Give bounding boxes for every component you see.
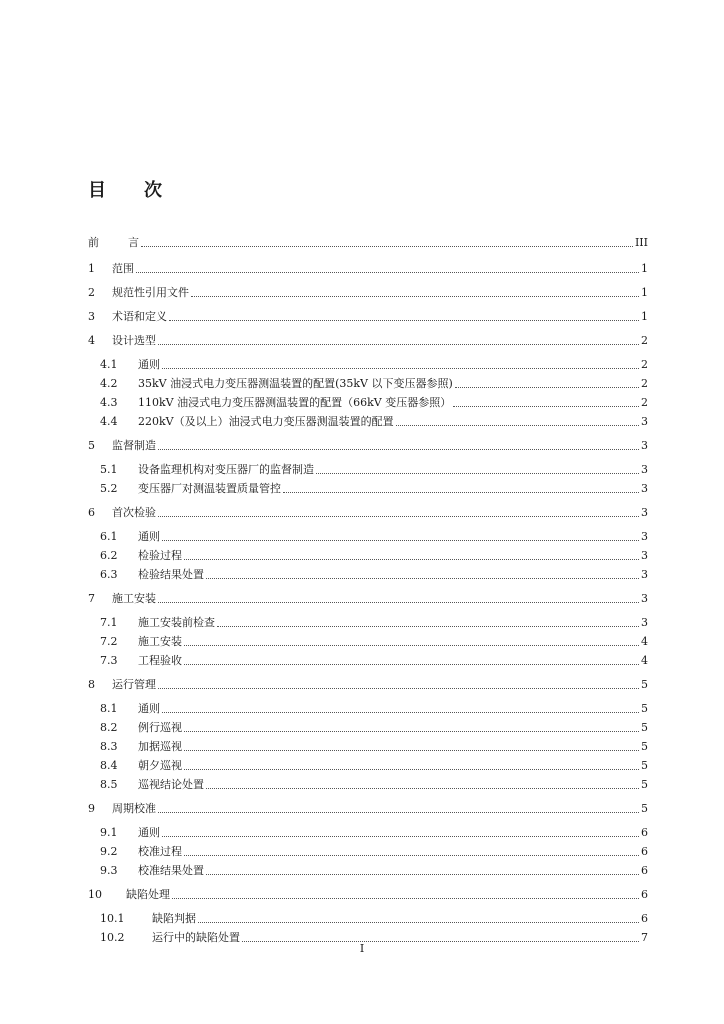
toc-entry-page: 3: [641, 568, 648, 581]
toc-entry[interactable]: [100, 822, 648, 840]
toc-entry-page: 3: [641, 506, 648, 519]
dot-leader: [283, 491, 639, 493]
toc-entry-title: 检验结果处置: [138, 568, 204, 581]
toc-entry-number: 2: [88, 286, 95, 299]
toc-entry-title: 朝夕巡视: [138, 759, 182, 772]
toc-entry[interactable]: [100, 736, 648, 754]
toc-entry-number: 8.3: [100, 740, 118, 753]
page-title: 目次: [88, 180, 200, 201]
toc-entry-number: 5: [88, 439, 95, 452]
page-number: I: [359, 942, 365, 955]
dot-leader: [191, 295, 639, 297]
toc-entry-page: 5: [641, 802, 648, 815]
toc-entry-number: 9.1: [100, 826, 118, 839]
toc-entry-page: 4: [641, 635, 648, 648]
dot-leader: [184, 663, 639, 665]
toc-entry[interactable]: [100, 755, 648, 773]
toc-entry-title: 校准过程: [138, 845, 182, 858]
toc-entry-page: 3: [641, 549, 648, 562]
toc-entry-page: 5: [641, 778, 648, 791]
toc-entry-number: 8: [88, 678, 95, 691]
toc-entry-title: 缺陷判据: [152, 912, 196, 925]
toc-entry[interactable]: [100, 354, 648, 372]
dot-leader: [396, 424, 639, 426]
toc-entry-page: 5: [641, 740, 648, 753]
toc-entry-page: 4: [641, 654, 648, 667]
toc-entry[interactable]: [100, 650, 648, 668]
toc-entry-title: 术语和定义: [112, 310, 167, 323]
toc-entry-number: 7.2: [100, 635, 118, 648]
toc-entry-title: 监督制造: [112, 439, 156, 452]
toc-entry-page: 7: [641, 931, 648, 944]
toc-entry[interactable]: [100, 631, 648, 649]
toc-entry[interactable]: [100, 526, 648, 544]
toc-entry[interactable]: [100, 774, 648, 792]
toc-entry-title: 巡视结论处置: [138, 778, 204, 791]
toc-entry-title: 通则: [138, 358, 160, 371]
toc-entry[interactable]: [88, 306, 648, 324]
toc-entry[interactable]: [100, 841, 648, 859]
toc-entry[interactable]: [100, 564, 648, 582]
toc-entry-number: 8.1: [100, 702, 118, 715]
toc-entry-page: 2: [641, 377, 648, 390]
dot-leader: [206, 577, 639, 579]
toc-entry-number: 4.2: [100, 377, 118, 390]
toc-entry[interactable]: [88, 435, 648, 453]
toc-entry[interactable]: [88, 502, 648, 520]
toc-entry-title: 校准结果处置: [138, 864, 204, 877]
dot-leader: [158, 448, 639, 450]
toc-entry-number: 前: [88, 236, 99, 249]
toc-entry-number: 8.2: [100, 721, 118, 734]
toc-entry-number: 4.3: [100, 396, 118, 409]
toc-entry-title: 运行中的缺陷处置: [152, 931, 240, 944]
toc-entry-number: 6.3: [100, 568, 118, 581]
toc-entry-title: 缺陷处理: [126, 888, 170, 901]
toc-entry-number: 4.1: [100, 358, 118, 371]
toc-entry-title: 首次检验: [112, 506, 156, 519]
toc-entry-title: 设备监理机构对变压器厂的监督制造: [138, 463, 314, 476]
toc-entry[interactable]: [100, 545, 648, 563]
toc-entry-title: 工程验收: [138, 654, 182, 667]
toc-entry-page: 3: [641, 482, 648, 495]
toc-entry-number: 7: [88, 592, 95, 605]
toc-entry-number: 10.1: [100, 912, 125, 925]
toc-entry-title: 加据巡视: [138, 740, 182, 753]
toc-entry-title: 规范性引用文件: [112, 286, 189, 299]
toc-entry-title: 220kV（及以上）油浸式电力变压器测温装置的配置: [138, 415, 394, 428]
dot-leader: [158, 343, 639, 345]
dot-leader: [172, 897, 639, 899]
toc-entry-number: 6.2: [100, 549, 118, 562]
toc-entry-title: 通则: [138, 826, 160, 839]
dot-leader: [162, 835, 639, 837]
toc-entry-title: 例行巡视: [138, 721, 182, 734]
dot-leader: [158, 811, 639, 813]
toc-entry[interactable]: [100, 478, 648, 496]
toc-entry[interactable]: [100, 860, 648, 878]
dot-leader: [158, 687, 639, 689]
dot-leader: [136, 271, 639, 273]
toc-entry-page: 3: [641, 530, 648, 543]
dot-leader: [184, 730, 639, 732]
dot-leader: [141, 245, 633, 247]
toc-entry-title: 周期校准: [112, 802, 156, 815]
toc-entry[interactable]: [88, 330, 648, 348]
toc-entry[interactable]: [100, 411, 648, 429]
toc-entry-number: 9.2: [100, 845, 118, 858]
dot-leader: [316, 472, 639, 474]
dot-leader: [206, 787, 639, 789]
toc-entry-page: 3: [641, 463, 648, 476]
toc-entry-page: 5: [641, 721, 648, 734]
toc-entry-page: 6: [641, 888, 648, 901]
toc-entry-number: 4: [88, 334, 95, 347]
dot-leader: [184, 854, 639, 856]
toc-entry-title: 施工安装前检查: [138, 616, 215, 629]
toc-entry-number: 9: [88, 802, 95, 815]
dot-leader: [184, 558, 639, 560]
toc-entry-title: 变压器厂对测温装置质量管控: [138, 482, 281, 495]
toc-entry[interactable]: [88, 232, 648, 250]
toc-entry-number: 8.5: [100, 778, 118, 791]
toc-entry-title: 施工安装: [138, 635, 182, 648]
toc-entry[interactable]: [100, 612, 648, 630]
toc-entry-number: 7.3: [100, 654, 118, 667]
toc-entry[interactable]: [100, 908, 648, 926]
toc-entry-title: 通则: [138, 702, 160, 715]
toc-entry-page: 5: [641, 678, 648, 691]
toc-entry-number: 5.1: [100, 463, 118, 476]
dot-leader: [162, 539, 639, 541]
dot-leader: [184, 768, 639, 770]
toc-entry-title: 言: [128, 236, 139, 249]
dot-leader: [158, 515, 639, 517]
toc-entry-page: 6: [641, 826, 648, 839]
dot-leader: [184, 749, 639, 751]
toc-entry-page: 2: [641, 396, 648, 409]
toc-entry[interactable]: [88, 884, 648, 902]
toc-entry-page: 6: [641, 912, 648, 925]
dot-leader: [206, 873, 639, 875]
toc-entry-page: 1: [641, 310, 648, 323]
toc-entry-page: 1: [641, 286, 648, 299]
toc-entry-number: 3: [88, 310, 95, 323]
toc-entry-page: 6: [641, 845, 648, 858]
toc-entry-title: 35kV 油浸式电力变压器测温装置的配置(35kV 以下变压器参照): [138, 377, 453, 390]
toc-entry[interactable]: [88, 674, 648, 692]
toc-entry-title: 设计选型: [112, 334, 156, 347]
toc-entry-page: 6: [641, 864, 648, 877]
toc-entry-page: 2: [641, 358, 648, 371]
toc-entry-title: 范围: [112, 262, 134, 275]
toc-entry[interactable]: [100, 392, 648, 410]
toc-entry-page: III: [634, 236, 648, 249]
toc-entry-page: 5: [641, 759, 648, 772]
toc-entry-number: 9.3: [100, 864, 118, 877]
toc-entry-number: 7.1: [100, 616, 118, 629]
toc-entry-page: 5: [641, 702, 648, 715]
dot-leader: [162, 711, 639, 713]
dot-leader: [158, 601, 639, 603]
toc-entry[interactable]: [100, 373, 648, 391]
toc-entry-number: 10.2: [100, 931, 125, 944]
toc-entry-number: 8.4: [100, 759, 118, 772]
dot-leader: [169, 319, 639, 321]
toc-entry[interactable]: [88, 258, 648, 276]
toc-entry[interactable]: [100, 459, 648, 477]
toc-entry-title: 110kV 油浸式电力变压器测温装置的配置（66kV 变压器参照）: [138, 396, 452, 409]
toc-entry[interactable]: [100, 717, 648, 735]
toc-entry[interactable]: [100, 698, 648, 716]
toc-entry-number: 5.2: [100, 482, 118, 495]
toc-entry-title: 施工安装: [112, 592, 156, 605]
toc-entry-page: 2: [641, 334, 648, 347]
dot-leader: [184, 644, 639, 646]
toc-entry-title: 运行管理: [112, 678, 156, 691]
toc-entry-number: 10: [88, 888, 102, 901]
dot-leader: [453, 405, 639, 407]
toc-entry-number: 6.1: [100, 530, 118, 543]
toc-entry-title: 检验过程: [138, 549, 182, 562]
dot-leader: [455, 386, 639, 388]
toc-entry[interactable]: [88, 282, 648, 300]
toc-entry-title: 通则: [138, 530, 160, 543]
toc-entry-number: 1: [88, 262, 95, 275]
toc-entry-page: 3: [641, 415, 648, 428]
toc-entry[interactable]: [88, 588, 648, 606]
toc-entry[interactable]: [88, 798, 648, 816]
dot-leader: [198, 921, 639, 923]
toc-entry-page: 3: [641, 616, 648, 629]
toc-entry-page: 1: [641, 262, 648, 275]
toc-entry-number: 4.4: [100, 415, 118, 428]
dot-leader: [217, 625, 639, 627]
toc-entry-page: 3: [641, 592, 648, 605]
toc-entry-page: 3: [641, 439, 648, 452]
dot-leader: [162, 367, 639, 369]
toc-entry-number: 6: [88, 506, 95, 519]
